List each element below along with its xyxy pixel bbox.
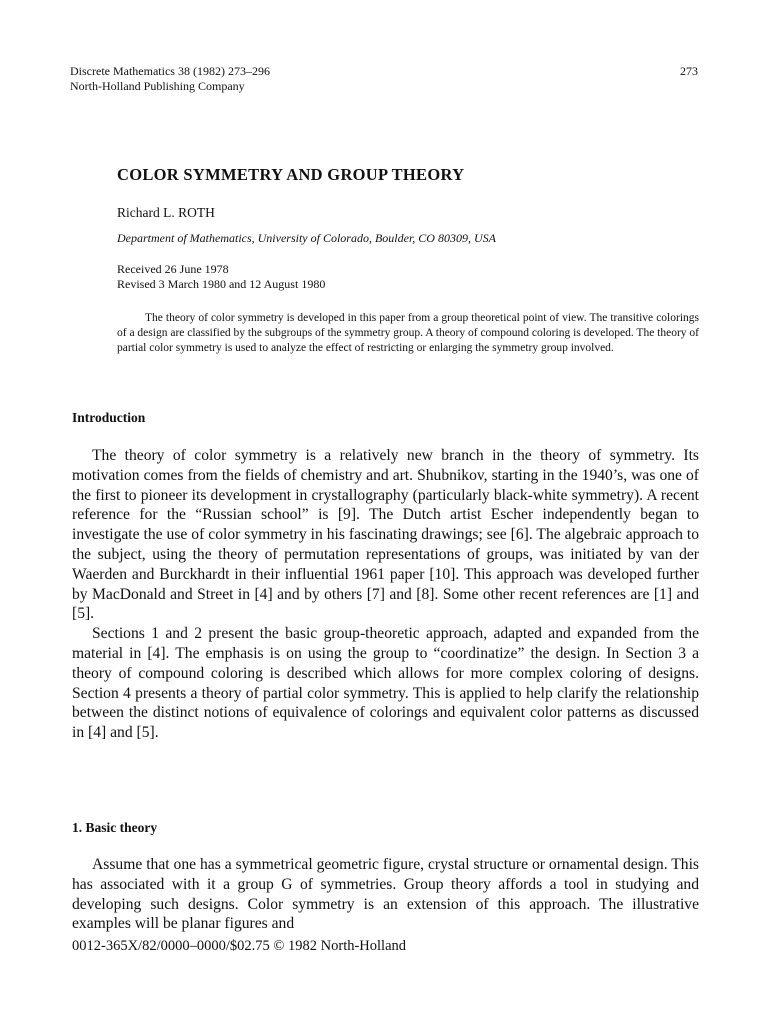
paragraph: Assume that one has a symmetrical geometric figure, crystal structure or ornamental design. This has associated with it a group G of symmetries. Group theory affords a tool in studying and developing such designs. Color symmetry is an extension of this approach. The illustrative examples will be planar figures and: [72, 856, 699, 933]
journal-citation: Discrete Mathematics 38 (1982) 273–296: [70, 64, 270, 78]
copyright-footer: 0012-365X/82/0000–0000/$02.75 © 1982 North-Holland: [72, 938, 407, 954]
journal-header: [70, 64, 698, 94]
introduction-body: [72, 446, 699, 743]
paragraph: Sections 1 and 2 present the basic group-theoretic approach, adapted and expanded from the material in [4]. The emphasis is on using the group to “coordinatize” the design. In Section 3 a theory of compound coloring is described which allows for more complex coloring of designs. Section 4 presents a theory of partial color symmetry. This is applied to help clarify the relationship between the distinct notions of equivalence of colorings and equivalent color patterns as discussed in [4] and [5].: [72, 625, 699, 742]
abstract: The theory of color symmetry is developed in this paper from a group theoretical point of view. The transitive colorings of a design are classified by the subgroups of the symmetry group. A theory of compound coloring is developed. The theory of partial color symmetry is used to analyze the effect of restricting or enlarging the symmetry group involved.: [117, 312, 700, 354]
section-heading-introduction: Introduction: [72, 410, 146, 425]
paper-title: COLOR SYMMETRY AND GROUP THEORY: [117, 165, 465, 184]
section-heading-basic-theory: 1. Basic theory: [72, 820, 158, 835]
publisher-name: North-Holland Publishing Company: [70, 79, 245, 93]
basic-theory-body: [72, 855, 699, 934]
revised-date: Revised 3 March 1980 and 12 August 1980: [117, 277, 326, 291]
author-name: Richard L. ROTH: [117, 205, 215, 220]
author-affiliation: Department of Mathematics, University of Colorado, Boulder, CO 80309, USA: [117, 231, 496, 245]
paragraph: The theory of color symmetry is a relatively new branch in the theory of symmetry. Its motivation comes from the fields of chemistry and art. Shubnikov, starting in the 1940’s, was one of the first to pioneer its development in crystallography (particularly black-white symmetry). A recent reference for the “Russian school” is [9]. The Dutch artist Escher independently began to investigate the use of color symmetry in his fascinating drawings; see [6]. The algebraic approach to the subject, using the theory of permutation representations of groups, was initiated by van der Waerden and Burckhardt in their influential 1961 paper [10]. This approach was developed further by MacDonald and Street in [4] and by others [7] and [8]. Some other recent references are [1] and [5].: [72, 447, 699, 623]
submission-dates: [117, 262, 325, 292]
page-number: 273: [680, 64, 698, 78]
received-date: Received 26 June 1978: [117, 262, 229, 276]
